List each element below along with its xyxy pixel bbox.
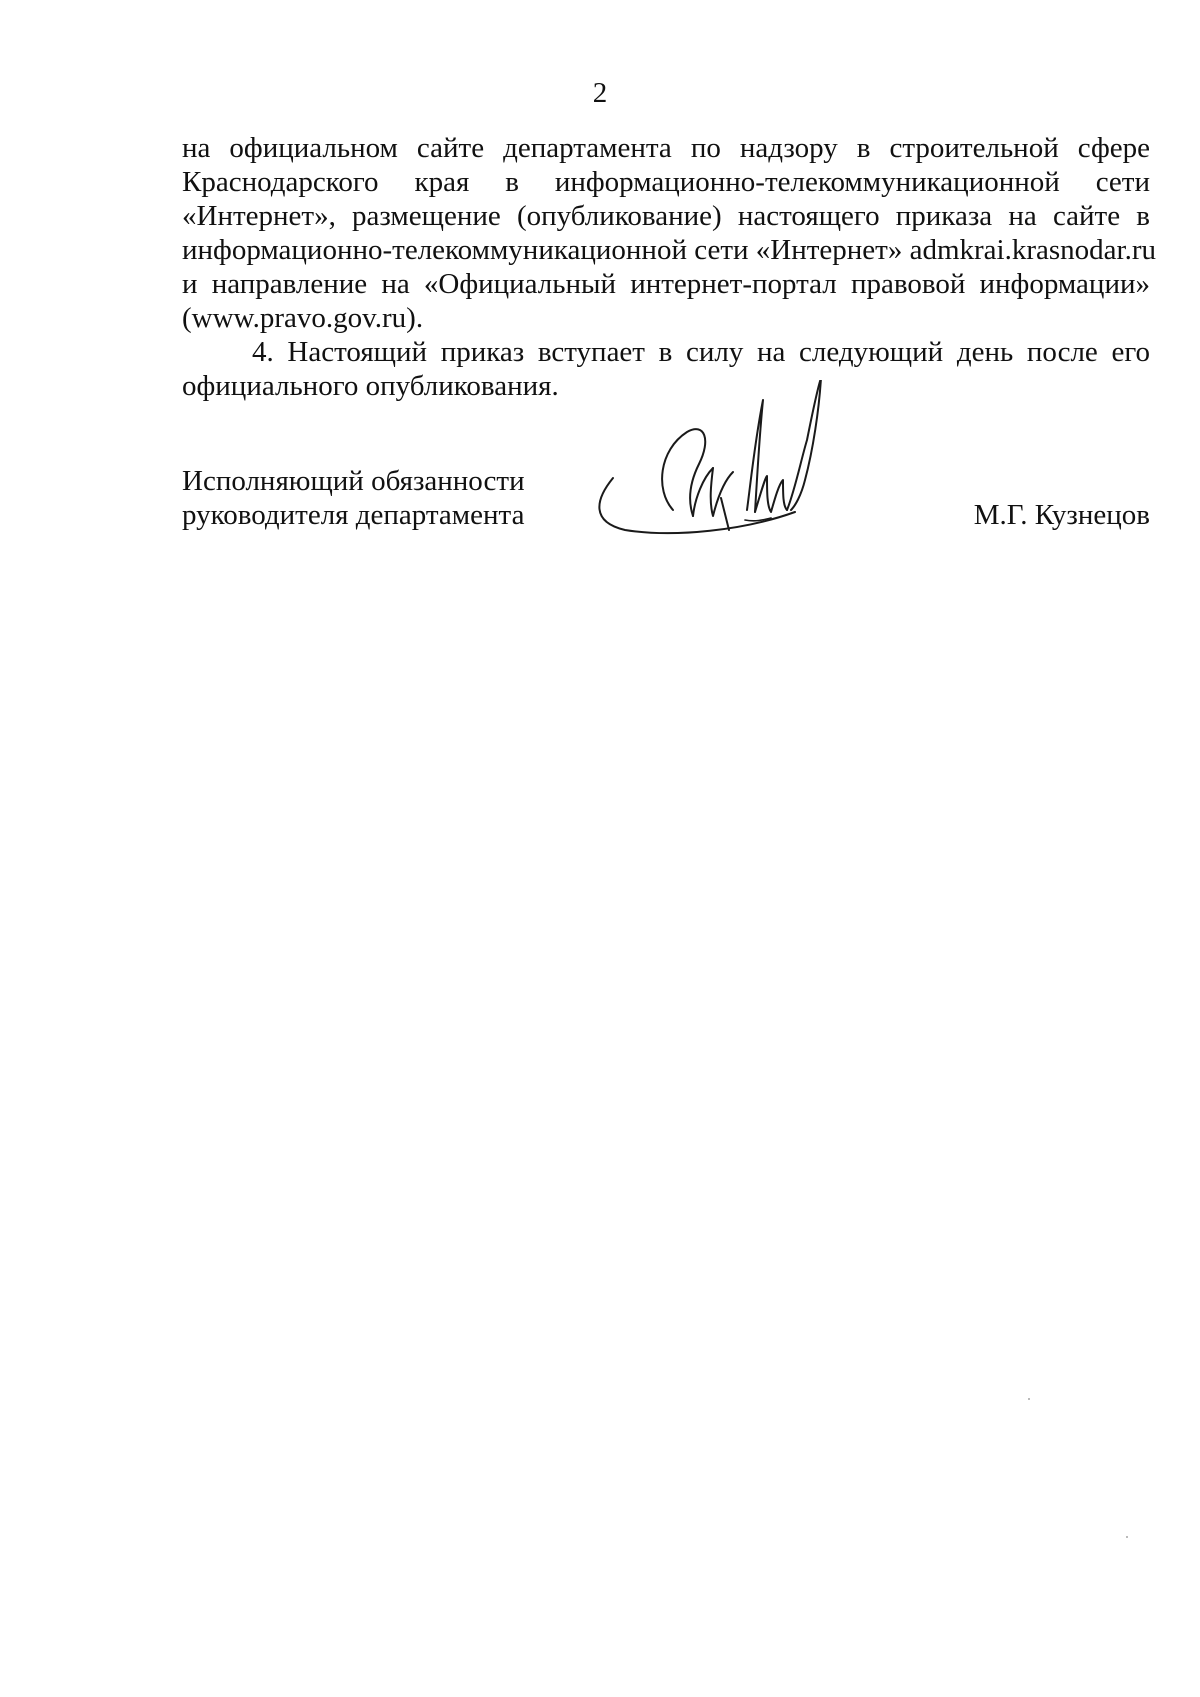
page-number: 2: [592, 77, 608, 109]
paragraph-1-line-4: информационно-телекоммуникационной сети «Интернет» admkrai.krasnodar.ru: [182, 234, 1156, 266]
position-line-1: Исполняющий обязанности: [182, 465, 525, 497]
scan-speck: [1126, 1536, 1128, 1538]
paragraph-1-line-2: Краснодарского края в информационно-телекоммуникационной сети: [182, 166, 1150, 198]
scan-speck: [1028, 1398, 1030, 1400]
signatory-name: М.Г. Кузнецов: [973, 499, 1150, 531]
position-line-2: руководителя департамента: [182, 499, 525, 531]
paragraph-1-line-3: «Интернет», размещение (опубликование) настоящего приказа на сайте в: [182, 200, 1150, 232]
paragraph-1-line-1: на официальном сайте департамента по надзору в строительной сфере: [182, 132, 1150, 164]
paragraph-2-line-1: 4. Настоящий приказ вступает в силу на следующий день после его: [252, 336, 1150, 368]
signatory-position: [182, 464, 525, 532]
paragraph-1-line-5: и направление на «Официальный интернет-портал правовой информации»: [182, 268, 1150, 300]
document-body: [182, 131, 1156, 403]
paragraph-2-line-2: официального опубликования.: [182, 370, 559, 402]
paragraph-1-line-6: (www.pravo.gov.ru).: [182, 302, 424, 334]
handwritten-signature: [595, 380, 895, 580]
